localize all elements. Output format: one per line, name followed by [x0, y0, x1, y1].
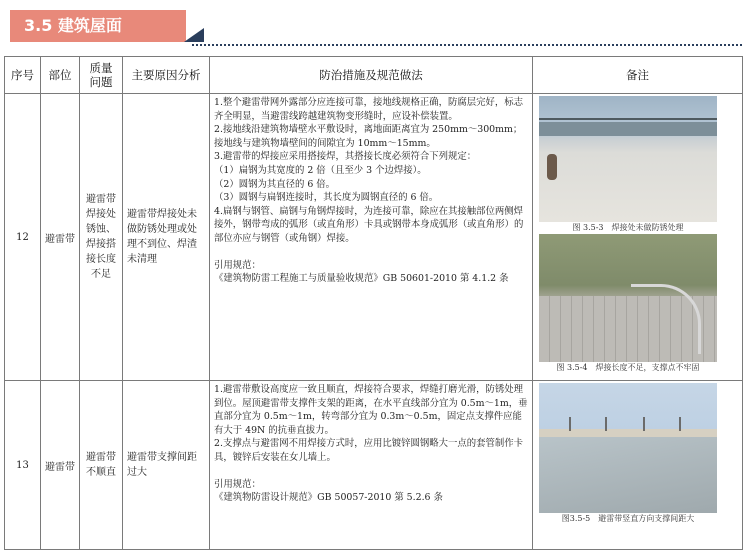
header-note: 备注 — [533, 57, 743, 94]
measure-item: （3）圆钢与扁钢连接时，其长度为圆钢直径的 6 倍。 — [214, 192, 439, 204]
figure-caption: 图3.5-5 避雷带竖直方向支撑间距大 — [561, 514, 695, 523]
figure-caption: 图 3.5-3 焊接处未做防锈处理 — [572, 223, 684, 232]
header-issue: 质量问题 — [80, 57, 123, 94]
figure — [539, 96, 717, 234]
row-num: 13 — [5, 381, 41, 550]
row-notes — [533, 94, 743, 381]
header-part: 部位 — [41, 57, 80, 94]
reference-text: 《建筑物防雷工程施工与质量验收规范》GB 50601-2010 第 4.1.2 条 — [214, 273, 509, 285]
row-issue: 避雷带焊接处锈蚀、焊接搭接长度不足 — [80, 94, 123, 381]
row-cause: 避雷带支撑间距过大 — [123, 381, 210, 550]
measure-item: （1）扁钢为其宽度的 2 倍（且至少 3 个边焊接）。 — [214, 164, 427, 176]
header-num: 序号 — [5, 57, 41, 94]
figure-caption: 图 3.5-4 焊接长度不足，支撑点不牢固 — [556, 363, 700, 372]
quality-issue-table — [4, 56, 743, 550]
measure-item: 2.支撑点与避雷网不用焊接方式时，应用比镀锌圆钢略大一点的套管制作卡具，镀锌后安装在女儿墙上。 — [214, 438, 523, 463]
table-header-row — [5, 57, 743, 94]
row-notes — [533, 381, 743, 550]
figure — [539, 383, 717, 525]
measure-item: 3.避雷带的焊接应采用搭接焊，其搭接长度必须符合下列规定： — [214, 151, 477, 163]
measure-item: （2）圆钢为其直径的 6 倍。 — [214, 178, 336, 190]
parapet-photo — [539, 383, 717, 513]
row-measures — [210, 94, 533, 381]
table-row — [5, 381, 743, 550]
row-issue: 避雷带不顺直 — [80, 381, 123, 550]
section-header — [0, 0, 745, 48]
table-row — [5, 94, 743, 381]
reference-label: 引用规范： — [214, 259, 261, 271]
row-cause: 避雷带焊接处未做防锈处理或处理不到位、焊渣未清理 — [123, 94, 210, 381]
reference-label: 引用规范： — [214, 478, 261, 490]
aerial-rooftop-photo — [539, 234, 717, 362]
header-measure: 防治措施及规范做法 — [210, 57, 533, 94]
section-title: 3.5 建筑屋面 — [10, 10, 186, 42]
row-part: 避雷带 — [41, 94, 80, 381]
measure-item: 4.扁钢与钢管、扁钢与角钢焊接时，为连接可靠，除应在其接触部位两侧焊接外，钢带弯成的弧形（或直角形）卡具或钢带本身成弧形（或直角形）的部位亦应与钢管（或角钢）焊接。 — [214, 205, 524, 244]
figure — [539, 234, 717, 374]
measure-item: 2.接地线沿建筑物墙壁水平敷设时，离地面距离宜为 250mm～300mm；接地线与建筑物墙壁间的间隙宜为 10mm～15mm。 — [214, 124, 523, 149]
row-measures — [210, 381, 533, 550]
header-triangle-decoration — [184, 28, 204, 42]
roof-edge-photo — [539, 96, 717, 222]
row-part: 避雷带 — [41, 381, 80, 550]
header-cause: 主要原因分析 — [123, 57, 210, 94]
reference-text: 《建筑物防雷设计规范》GB 50057-2010 第 5.2.6 条 — [214, 492, 443, 504]
header-dotted-rule — [192, 44, 742, 46]
measure-item: 1.整个避雷带网外露部分应连接可靠，接地线规格正确，防腐层完好，标志齐全明显，当避雷线跨越建筑物变形缝时，应设补偿装置。 — [214, 97, 523, 122]
row-num: 12 — [5, 94, 41, 381]
measure-item: 1.避雷带敷设高度应一致且顺直，焊接符合要求，焊缝打磨光滑，防锈处理到位。屋顶避雷带支撑件支架的距离，在水平直线部分宜为 0.5m～1m，垂直部分宜为 0.5m～1m，转弯部分宜为 0.3m～0.5m，固定点支撑件应能有大于 49N 的抗垂直拔力。 — [214, 384, 528, 436]
